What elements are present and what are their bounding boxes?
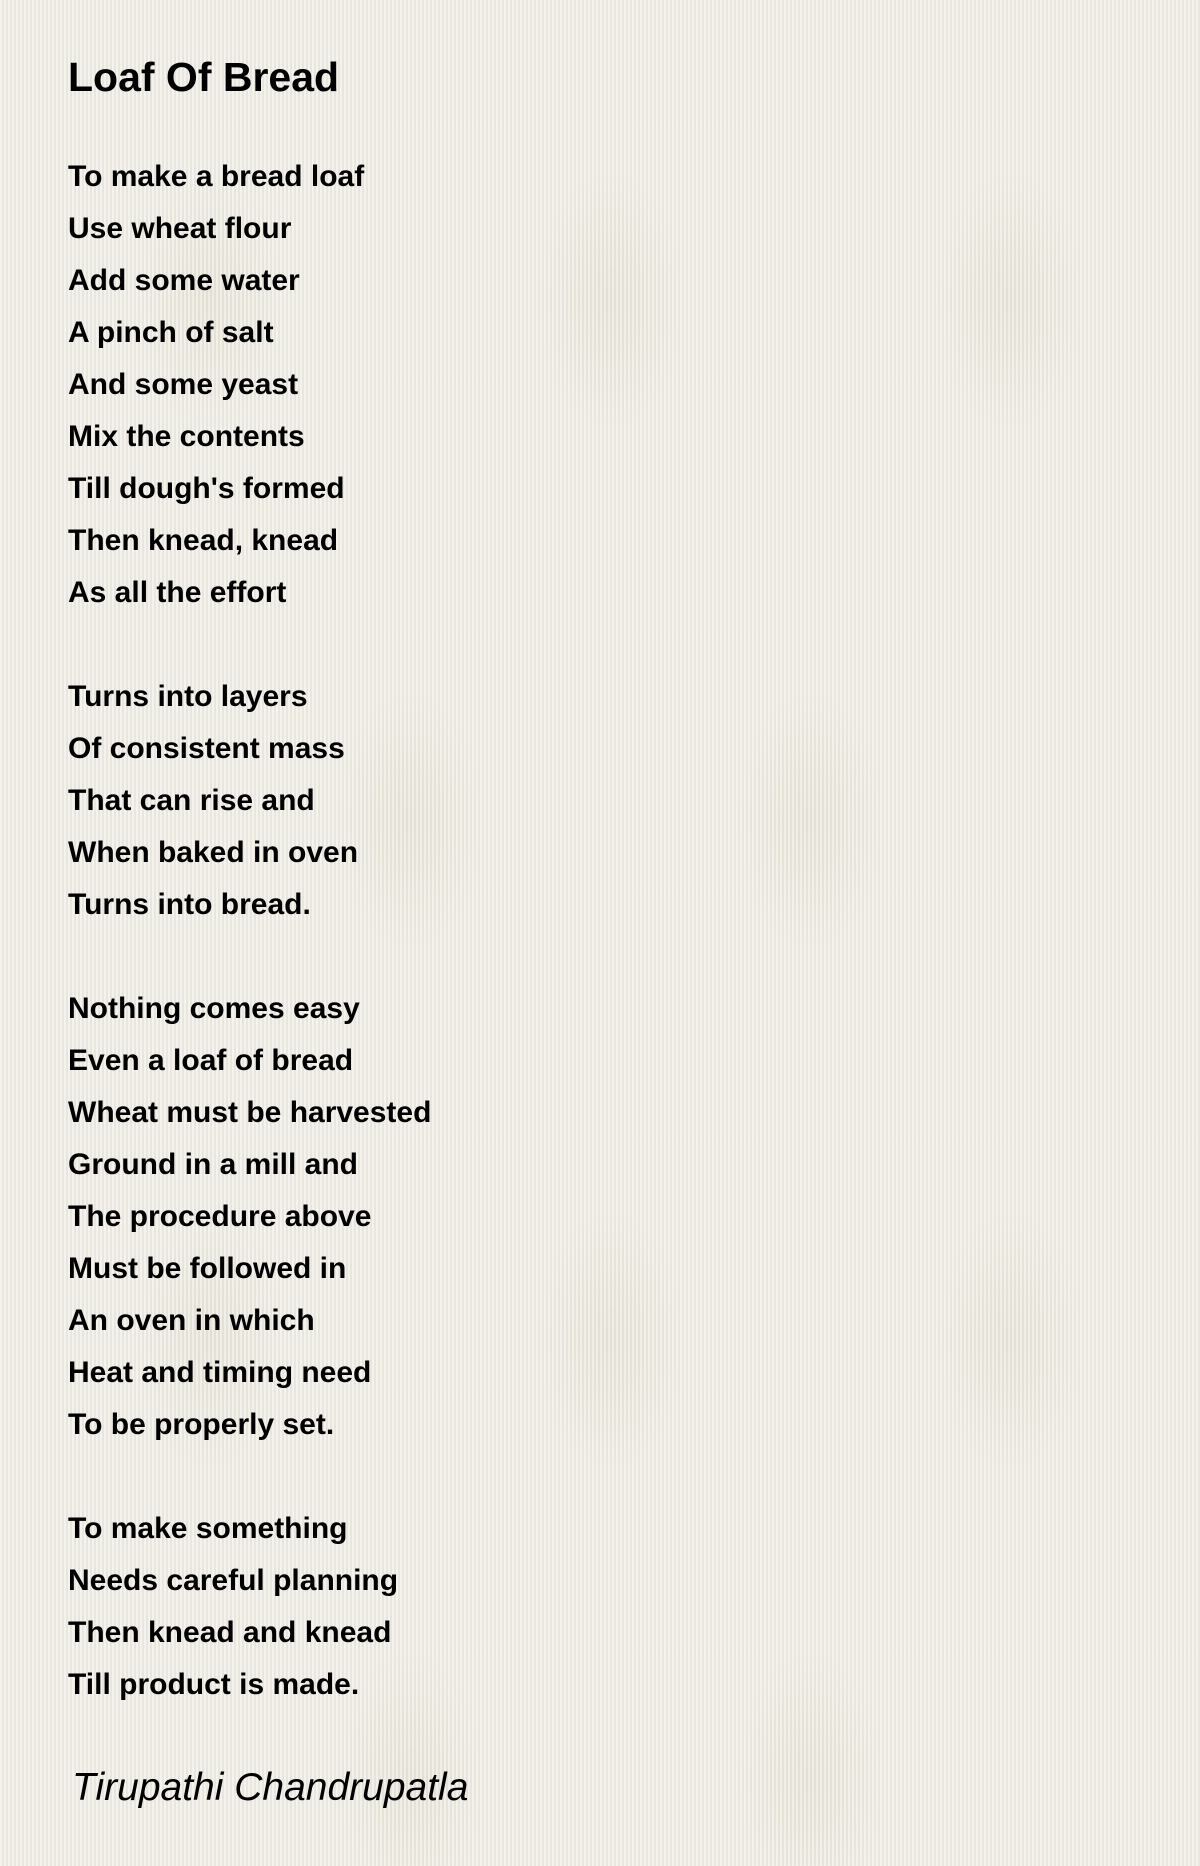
poem-author: Tirupathi Chandrupatla — [72, 1766, 469, 1809]
poem-line: Of consistent mass — [68, 732, 345, 765]
poem-line: Then knead and knead — [68, 1616, 392, 1649]
poem-line: Ground in a mill and — [68, 1148, 359, 1181]
poem-line: Must be followed in — [68, 1252, 347, 1285]
poem-line: Add some water — [68, 264, 300, 297]
poem-line: Nothing comes easy — [68, 992, 360, 1025]
poem-line: Heat and timing need — [68, 1356, 372, 1389]
poem-line: Till product is made. — [68, 1668, 360, 1701]
stanza-1 — [68, 151, 431, 619]
poem-line: Turns into bread. — [68, 888, 311, 921]
stanza-2 — [68, 671, 431, 931]
poem-line: As all the effort — [68, 576, 287, 609]
poem-line: Use wheat flour — [68, 212, 292, 245]
stanza-3 — [68, 983, 431, 1451]
poem-line: Wheat must be harvested — [68, 1096, 432, 1129]
poem-line: Even a loaf of bread — [68, 1044, 354, 1077]
poem-line: A pinch of salt — [68, 316, 274, 349]
poem-line: Needs careful planning — [68, 1564, 399, 1597]
poem-title: Loaf Of Bread — [68, 54, 340, 100]
poem-line: That can rise and — [68, 784, 315, 817]
poem-line: To be properly set. — [68, 1408, 335, 1441]
poem-line: Till dough's formed — [68, 472, 345, 505]
poem-line: And some yeast — [68, 368, 299, 401]
stanza-4 — [68, 1503, 431, 1711]
poem-line: When baked in oven — [68, 836, 359, 869]
poem-line: Turns into layers — [68, 680, 308, 713]
poem-line: To make a bread loaf — [68, 160, 365, 193]
poem-line: Then knead, knead — [68, 524, 339, 557]
poem-line: An oven in which — [68, 1304, 315, 1337]
poem-line: The procedure above — [68, 1200, 372, 1233]
poem-line: Mix the contents — [68, 420, 305, 453]
poem-line: To make something — [68, 1512, 348, 1545]
poem-body — [68, 151, 431, 1763]
